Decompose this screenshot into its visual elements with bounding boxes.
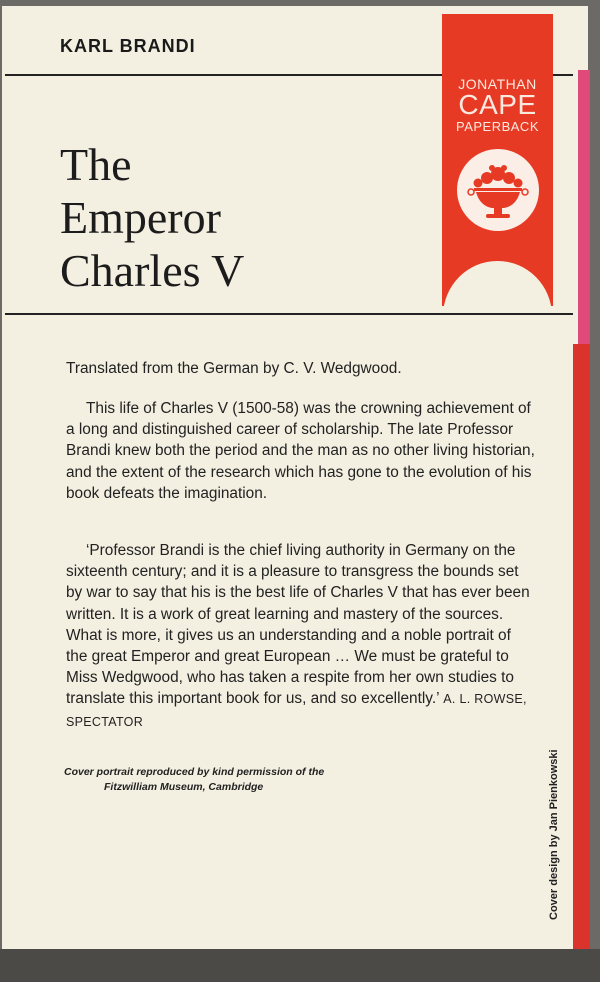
quote-text: ‘Professor Brandi is the chief living authority in Germany on the sixteenth century; and it is a pleasure to transgress the bounds set by war to say that his is the best life of Charles V that has ever been written. It is a work of great learning and mastery of the sources. What is more, it gives us an understanding and a noble portrait of the great Emperor and great European … We must be grateful to Miss Wedgwood, who has taken a respite from her own studies to translate this important book for us, and so excellently.’ [66,542,530,708]
title-divider [5,313,573,315]
spine-edge-red [573,344,590,949]
publisher-line-3: PAPERBACK [455,119,539,134]
cover-design-credit: Cover design by Jan Pienkowski [548,749,560,920]
banner-notch [443,261,552,306]
publisher-line-2: CAPE [458,89,537,120]
portrait-credit [64,765,324,795]
title-line: The [60,139,132,190]
credit-line-1: Cover portrait reproduced by kind permission of the [64,766,325,778]
title-line: Emperor [60,192,221,243]
spine-edge-pink [578,70,590,344]
publisher-banner [442,14,553,306]
credit-line-2: Fitzwilliam Museum, Cambridge [104,781,264,793]
publisher-line-1: JONATHAN [458,76,537,92]
title-line: Charles V [60,245,245,296]
fruit-bowl-icon [456,148,540,232]
quote-source: A. L. ROWSE, SPECTATOR [66,692,527,729]
translator-note: Translated from the German by C. V. Wedgwood. [66,360,402,377]
author-name: KARL BRANDI [60,36,196,56]
book-title [60,138,244,297]
blurb-paragraph: This life of Charles V (1500-58) was the crowning achievement of a long and distinguished career of scholarship. The late Professor Brandi knew both the period and the man as no other living historian, and the extent of the research which has gone to the evolution of his book defeats the imagination. [66,400,535,502]
background-surface [0,949,600,982]
review-quote [66,540,536,733]
